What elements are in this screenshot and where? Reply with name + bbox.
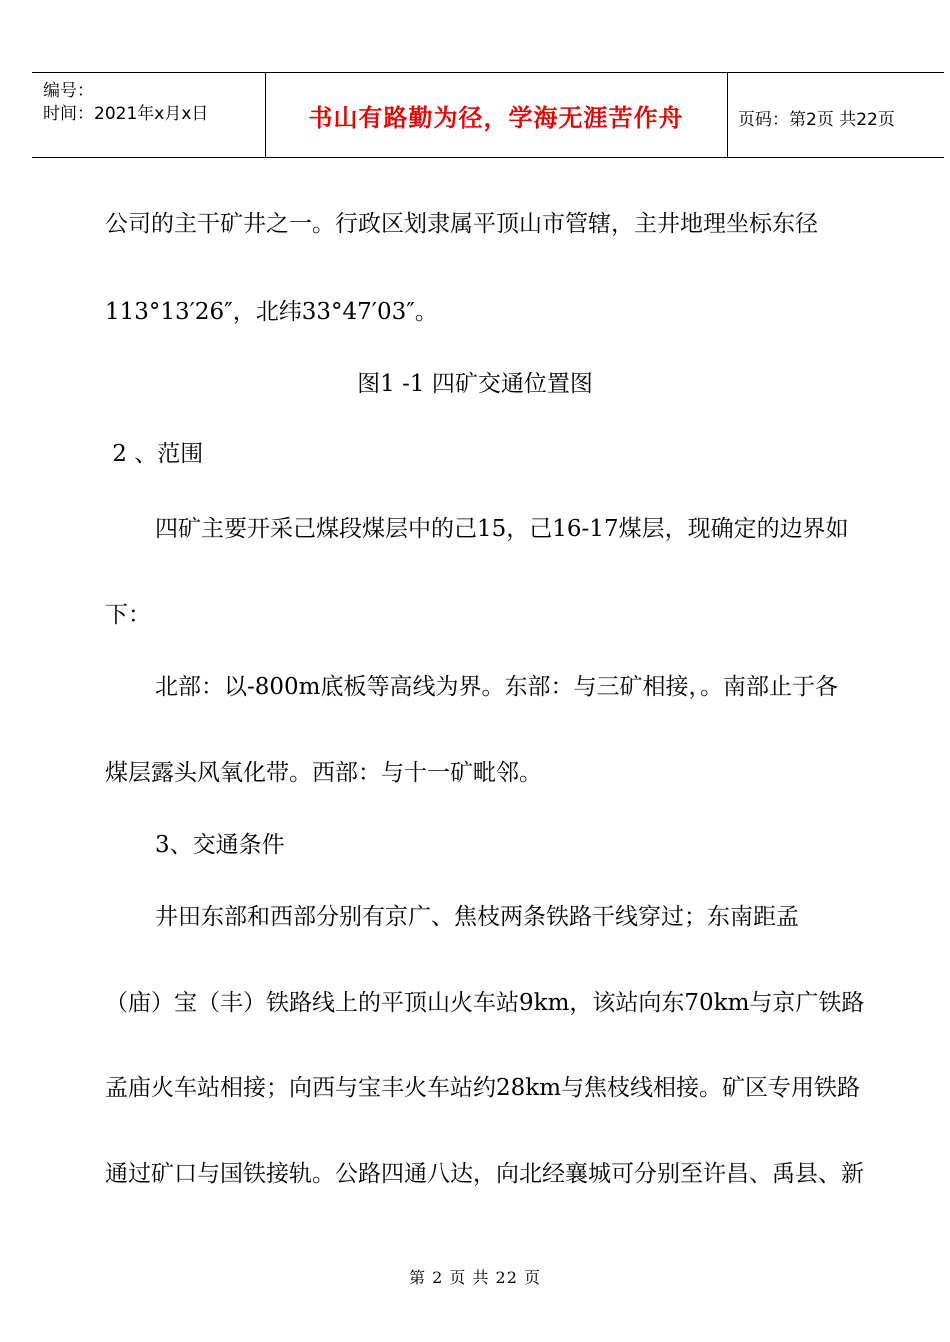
header-middle-cell: [265, 73, 728, 157]
header-page-info: 页码：第2页 共22页: [738, 110, 895, 130]
document-time-label: 时间：2021年x月x日: [43, 104, 209, 124]
paragraph-start-line: 四矿主要开采己煤段煤层中的己15，己16-17煤层，现确定的边界如: [155, 516, 849, 542]
text-line: 通过矿口与国铁接轨。公路四通八达，向北经襄城可分别至许昌、禹县、新: [105, 1161, 864, 1187]
text-line: 孟庙火车站相接；向西与宝丰火车站约28km与焦枝线相接。矿区专用铁路: [105, 1075, 861, 1101]
section-heading: 2 、范围: [105, 441, 204, 467]
text-line: （庙）宝（丰）铁路线上的平顶山火车站9km，该站向东70km与京广铁路: [105, 990, 865, 1016]
figure-caption: 图1 -1 四矿交通位置图: [357, 371, 593, 397]
text-line: 煤层露头风氧化带。西部：与十一矿毗邻。: [105, 760, 542, 786]
header-right-cell: [728, 73, 944, 157]
text-line: 下：: [105, 602, 151, 628]
text-line: 公司的主干矿井之一。行政区划隶属平顶山市管辖，主井地理坐标东径: [105, 211, 818, 237]
document-number-label: 编号：: [43, 81, 94, 101]
paragraph-start-line: 井田东部和西部分别有京广、焦枝两条铁路干线穿过；东南距孟: [155, 904, 799, 930]
header-motto: 书山有路勤为径，学海无涯苦作舟: [308, 103, 684, 132]
text-line: 113°13′26″，北纬33°47′03″。: [105, 299, 438, 325]
paragraph-start-line: 北部：以-800m底板等高线为界。东部：与三矿相接，。南部止于各: [155, 674, 838, 700]
page-footer: 第 2 页 共 22 页: [409, 1268, 541, 1287]
header-left-cell: [32, 73, 266, 157]
page-header: [32, 72, 944, 158]
section-heading: 3、交通条件: [155, 832, 285, 858]
